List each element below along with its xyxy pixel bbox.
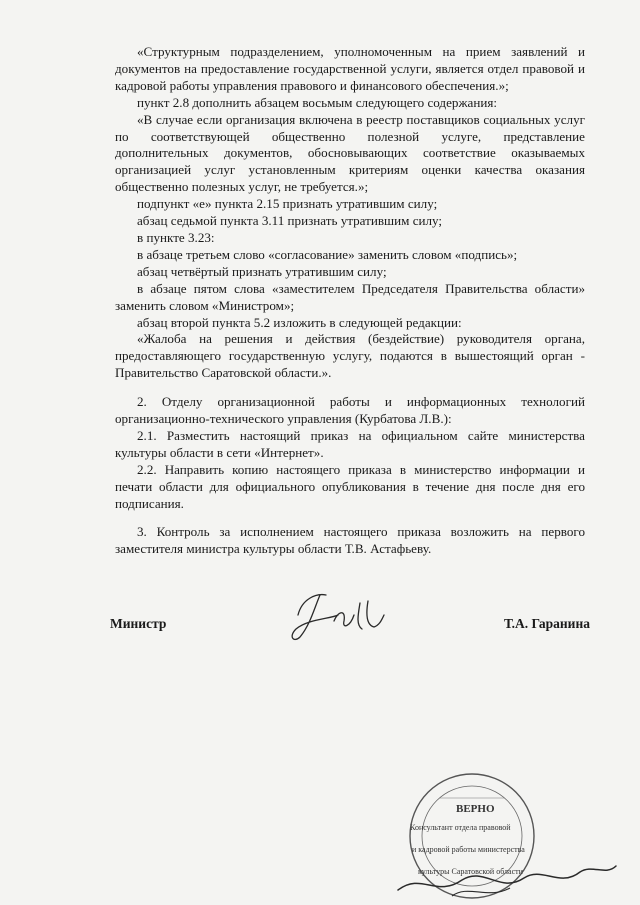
paragraph: «Жалоба на решения и действия (бездействие) руководителя органа, предоставляющего государственную услугу, подаются в вышестоящий орган - Правительство Саратовской области.». xyxy=(115,331,585,381)
paragraph: «В случае если организация включена в реестр поставщиков социальных услуг по соответствующей общественно полезной услуге, представление дополнительных документов, обосновывающих соответствие оказываемых организацией услуг установленным критериям оценки качества оказания общественно полезных услуг, не требуется.»; xyxy=(115,111,585,195)
handwritten-signature xyxy=(280,585,390,645)
paragraph: «Структурным подразделением, уполномоченным на прием заявлений и документов на предоставление государственной услуги, является отдел правовой и кадровой работы управления правового и финансового обеспечения.»; xyxy=(115,44,585,93)
paragraph: в абзаце третьем слово «согласование» заменить словом «подпись»; xyxy=(137,246,518,262)
paragraph: подпункт «е» пункта 2.15 признать утратившим силу; xyxy=(137,196,438,212)
paragraph: 2. Отделу организационной работы и информационных технологий организационно-технического управления (Курбатова Л.В.): xyxy=(115,394,585,427)
signatory-title: Министр xyxy=(110,616,167,631)
certification-stamp xyxy=(392,768,622,903)
paragraph: абзац второй пункта 5.2 изложить в следующей редакции: xyxy=(137,314,462,330)
paragraph: абзац четвёртый признать утратившим силу; xyxy=(137,263,387,279)
stamp-line: культуры Саратовской области xyxy=(418,867,523,876)
signatory-name: Т.А. Гаранина xyxy=(503,616,590,631)
paragraph: в пункте 3.23: xyxy=(137,229,215,245)
paragraph: абзац седьмой пункта 3.11 признать утратившим силу; xyxy=(137,213,443,229)
document-body xyxy=(115,44,585,558)
paragraph: пункт 2.8 дополнить абзацем восьмым следующего содержания: xyxy=(137,94,497,110)
stamp-line: Консультант отдела правовой xyxy=(410,823,511,832)
paragraph: 2.1. Разместить настоящий приказ на официальном сайте министерства культуры области в сети «Интернет». xyxy=(115,427,585,460)
paragraph: в абзаце пятом слова «заместителем Председателя Правительства области» заменить словом «Министром»; xyxy=(115,280,585,313)
stamp-line: и кадровой работы министерства xyxy=(412,845,525,854)
paragraph: 3. Контроль за исполнением настоящего приказа возложить на первого заместителя министра культуры области Т.В. Астафьеву. xyxy=(115,524,585,557)
paragraph: 2.2. Направить копию настоящего приказа в министерство информации и печати области для официального опубликования в течение дня после дня его подписания. xyxy=(115,461,585,511)
stamp-header: ВЕРНО xyxy=(456,803,495,815)
